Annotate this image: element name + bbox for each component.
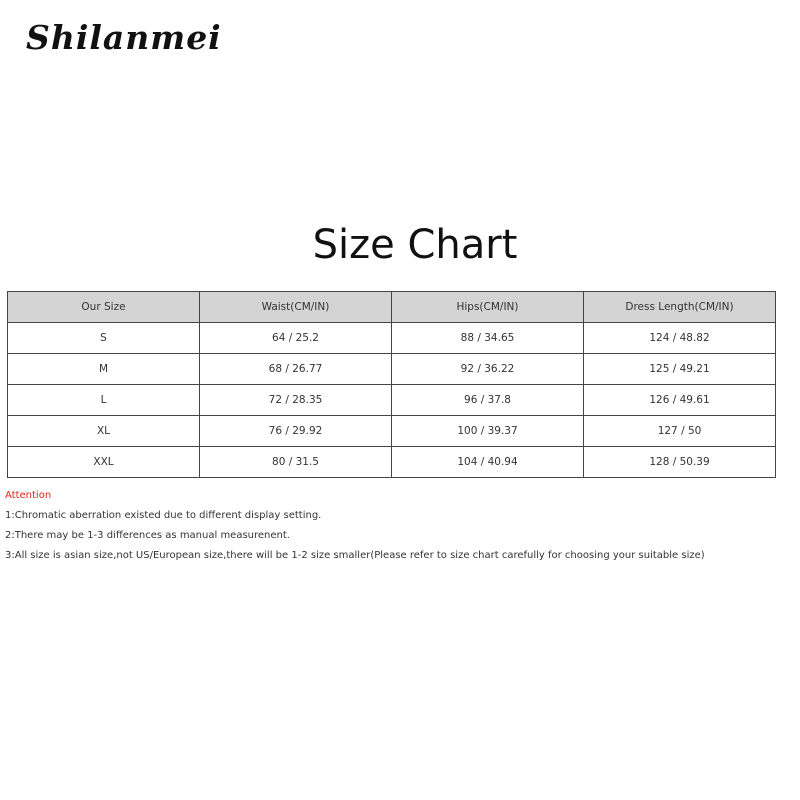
header-dress-length: Dress Length(CM/IN)	[584, 292, 776, 323]
page-title: Size Chart	[312, 222, 518, 268]
hips-cell: 104 / 40.94	[392, 447, 584, 478]
notes-section	[5, 489, 705, 569]
hips-cell: 100 / 39.37	[392, 416, 584, 447]
header-our-size: Our Size	[8, 292, 200, 323]
table-row	[8, 385, 776, 416]
dress-length-cell: 127 / 50	[584, 416, 776, 447]
table-row	[8, 416, 776, 447]
note-line: 1:Chromatic aberration existed due to different display setting.	[5, 510, 322, 521]
dress-length-cell: 128 / 50.39	[584, 447, 776, 478]
dress-length-cell: 125 / 49.21	[584, 354, 776, 385]
dress-length-cell: 124 / 48.82	[584, 323, 776, 354]
dress-length-cell: 126 / 49.61	[584, 385, 776, 416]
attention-heading: Attention	[5, 490, 52, 501]
header-hips: Hips(CM/IN)	[392, 292, 584, 323]
table-row	[8, 354, 776, 385]
waist-cell: 76 / 29.92	[200, 416, 392, 447]
header-waist: Waist(CM/IN)	[200, 292, 392, 323]
hips-cell: 92 / 36.22	[392, 354, 584, 385]
size-cell: L	[8, 385, 200, 416]
waist-cell: 68 / 26.77	[200, 354, 392, 385]
hips-cell: 88 / 34.65	[392, 323, 584, 354]
note-line: 3:All size is asian size,not US/European size,there will be 1-2 size smaller(Please refer to size chart carefully for choosing your suitable size)	[5, 550, 705, 561]
hips-cell: 96 / 37.8	[392, 385, 584, 416]
size-cell: XXL	[8, 447, 200, 478]
brand-logo: Shilanmei	[26, 18, 222, 57]
waist-cell: 80 / 31.5	[200, 447, 392, 478]
size-table	[7, 291, 776, 478]
waist-cell: 72 / 28.35	[200, 385, 392, 416]
size-cell: S	[8, 323, 200, 354]
table-row	[8, 447, 776, 478]
table-header-row	[8, 292, 776, 323]
size-cell: M	[8, 354, 200, 385]
waist-cell: 64 / 25.2	[200, 323, 392, 354]
table-row	[8, 323, 776, 354]
size-cell: XL	[8, 416, 200, 447]
note-line: 2:There may be 1-3 differences as manual measurenent.	[5, 530, 290, 541]
